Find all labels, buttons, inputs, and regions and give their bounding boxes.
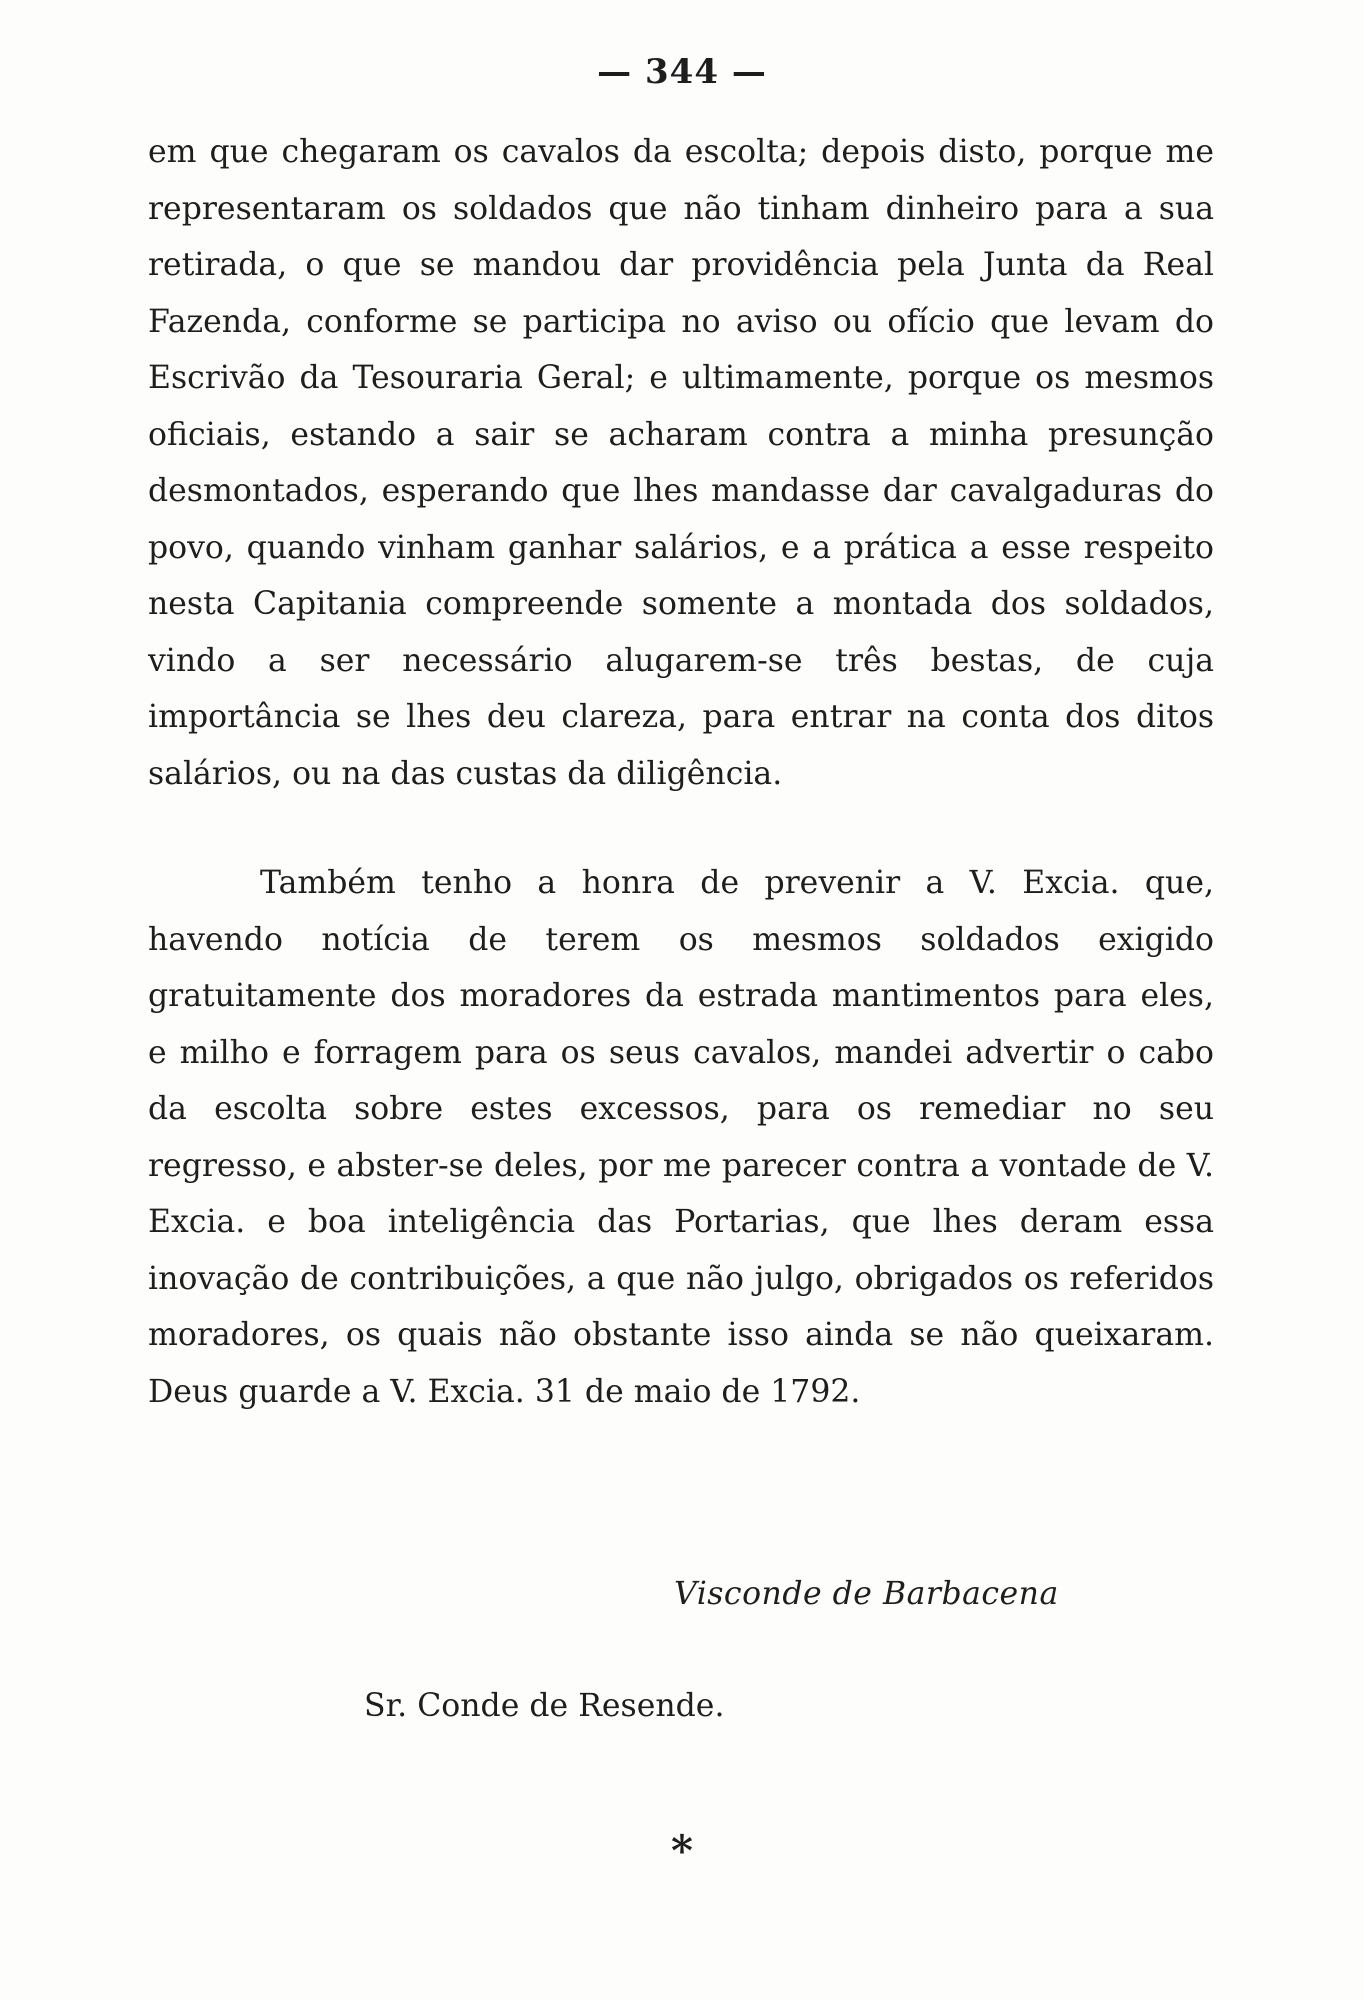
signature: Visconde de Barbacena (674, 1576, 1059, 1612)
letter-body (148, 124, 1214, 1420)
page-number: — 344 — (597, 52, 767, 92)
addressee: Sr. Conde de Resende. (364, 1688, 725, 1724)
paragraph-continuation: em que chegaram os cavalos da escolta; depois disto, porque me representaram os soldados que não tinham dinheiro para a sua retirada, o que se mandou dar providência pela Junta da Real Fazenda, conforme se participa no aviso ou ofício que levam do Escrivão da Tesouraria Geral; e ultimamente, porque os mesmos oficiais, estando a sair se acharam contra a minha presunção desmontados, esperando que lhes mandasse dar cavalgaduras do povo, quando vinham ganhar salários, e a prática a esse respeito nesta Capitania compreende somente a montada dos soldados, vindo a ser necessário alugarem-se três bestas, de cuja importância se lhes deu clareza, para entrar na conta dos ditos salários, ou na das custas da diligência. (148, 134, 1214, 792)
section-separator: * (671, 1826, 693, 1875)
paragraph-main: Também tenho a honra de prevenir a V. Excia. que, havendo notícia de terem os mesmos soldados exigido gratuitamente dos moradores da estrada mantimentos para eles, e milho e forragem para os seus cavalos, mandei advertir o cabo da escolta sobre estes excessos, para os remediar no seu regresso, e abster-se deles, por me parecer contra a vontade de V. Excia. e boa inteligência das Portarias, que lhes deram essa inovação de contribuições, a que não julgo, obrigados os referidos moradores, os quais não obstante isso ainda se não queixaram. Deus guarde a V. Excia. 31 de maio de 1792. (148, 865, 1214, 1410)
